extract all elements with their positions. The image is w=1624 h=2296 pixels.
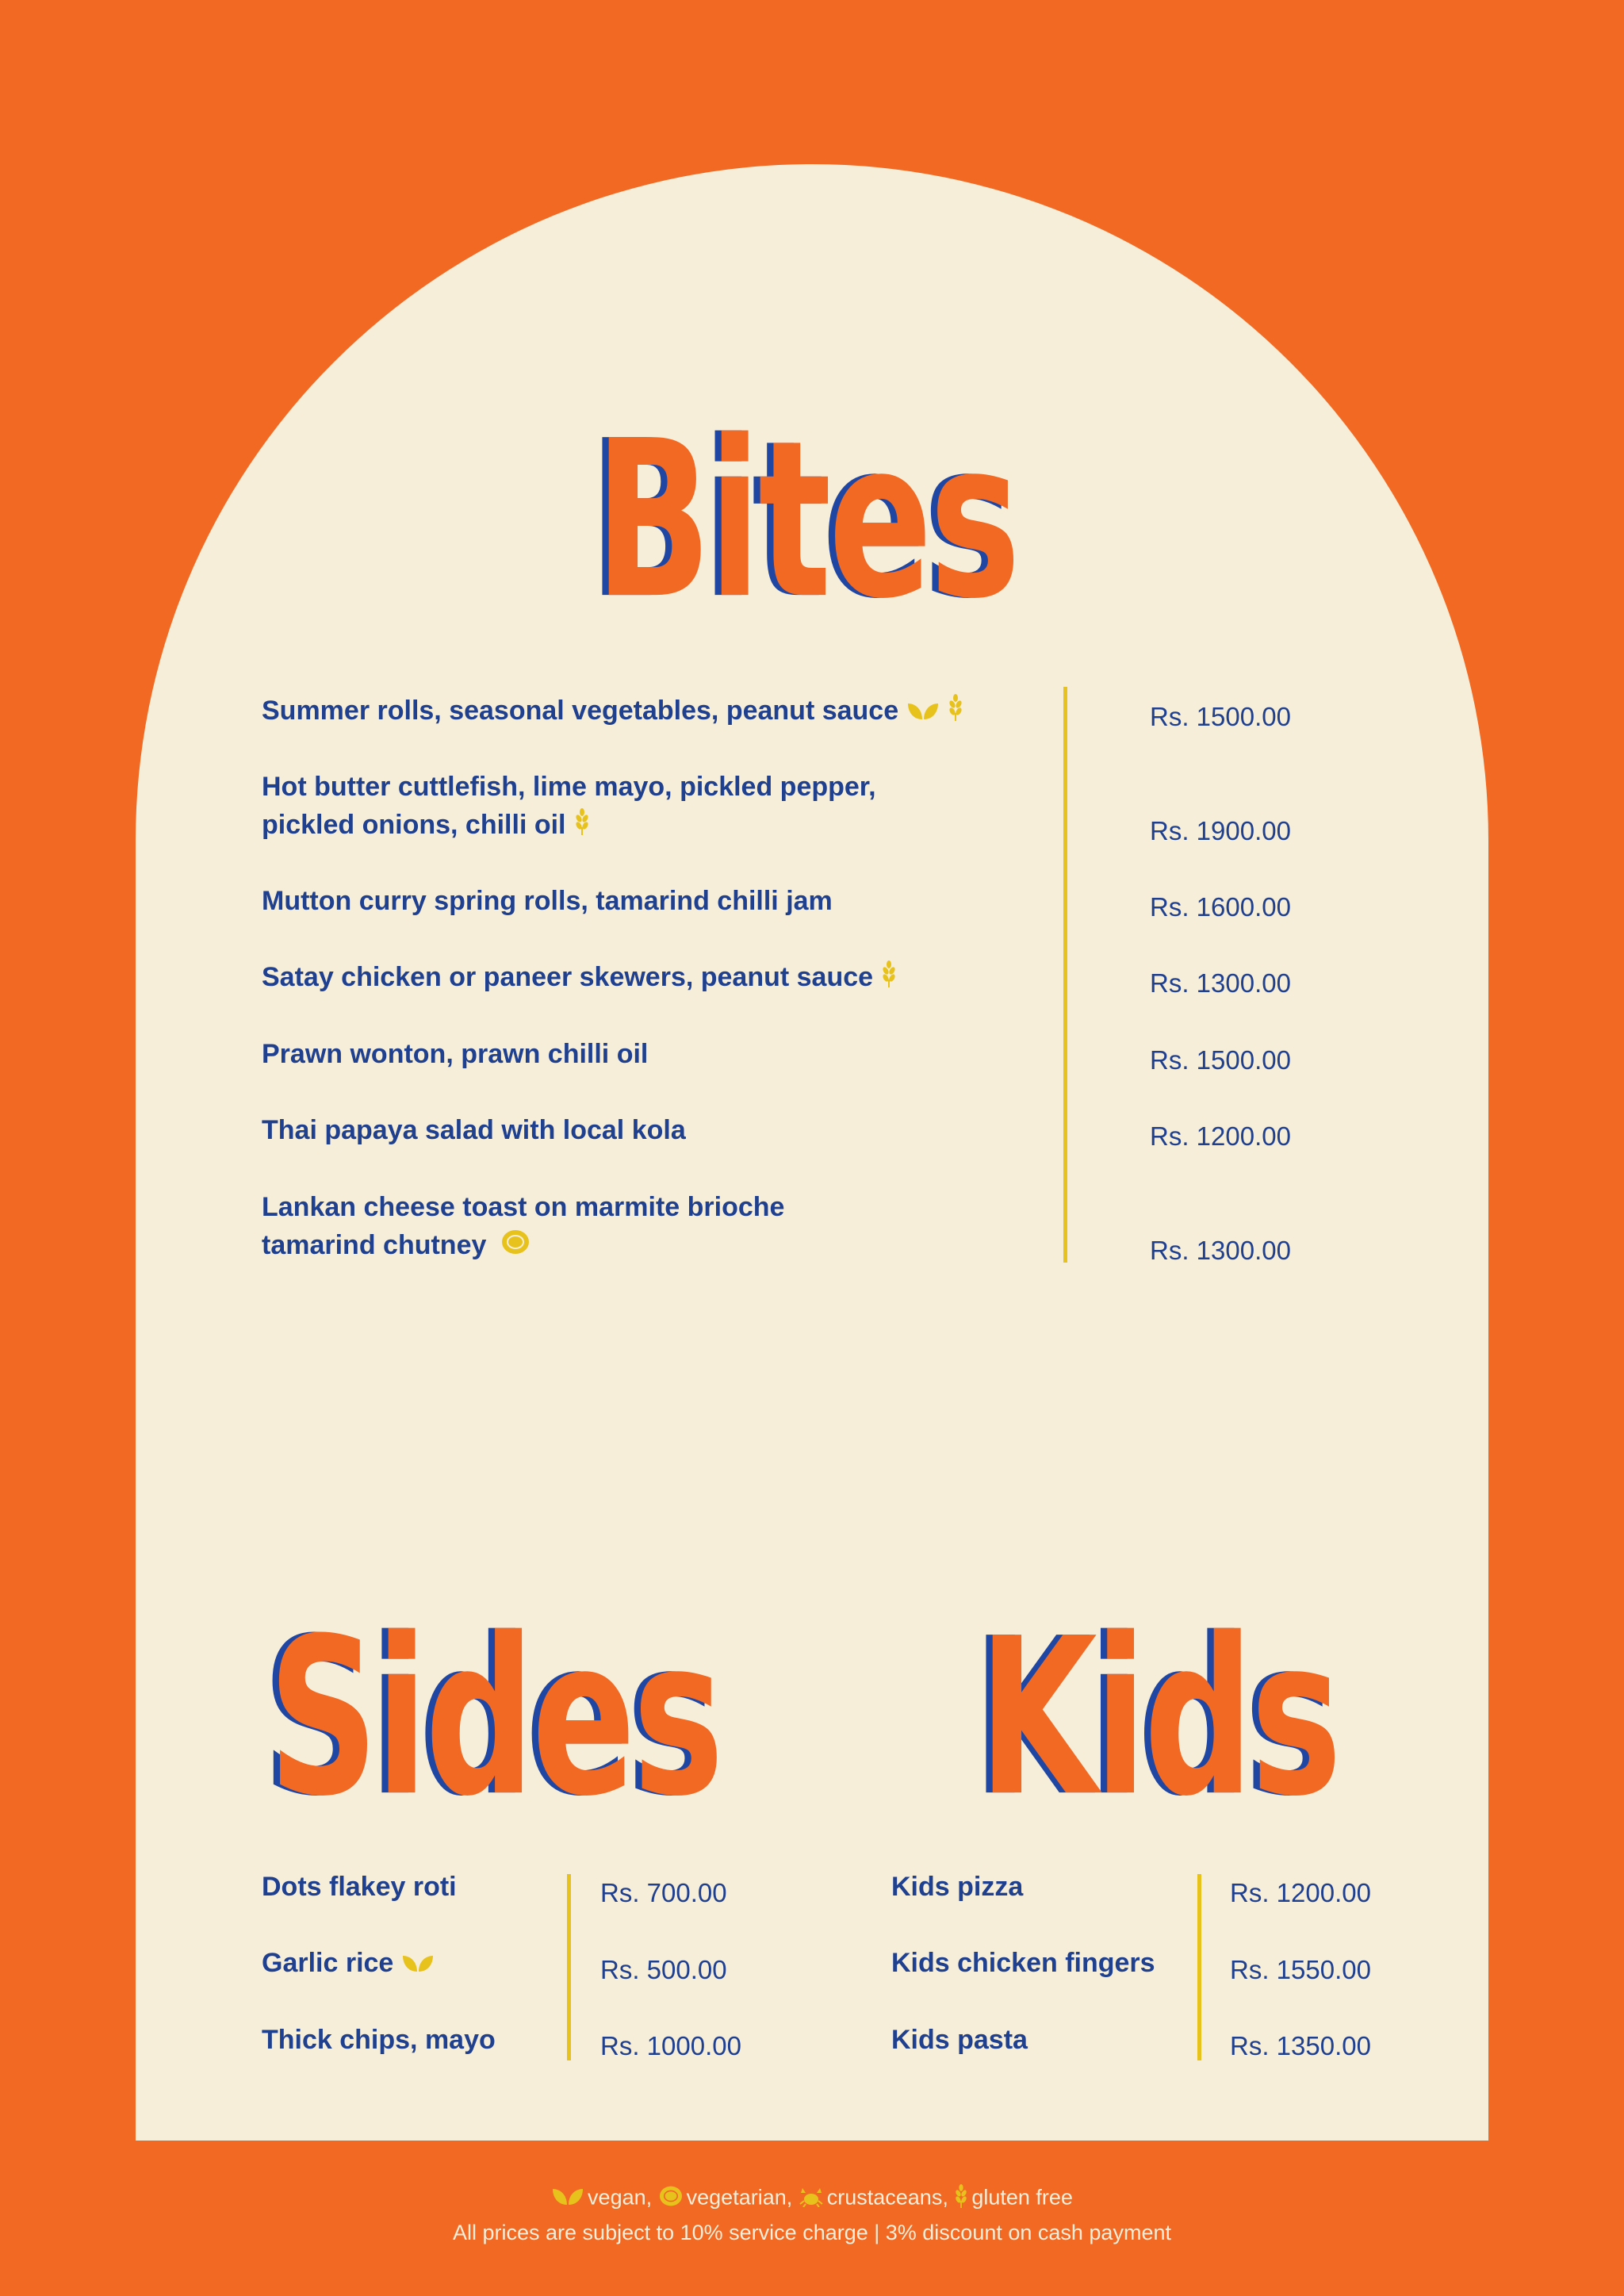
item-name: Dots flakey roti	[262, 1872, 457, 1902]
bites-price-1: Rs. 1500.00	[1150, 702, 1291, 731]
kids-item-3	[891, 2021, 1028, 2059]
bites-price-2: Rs. 1900.00	[1150, 816, 1291, 845]
bites-price-6: Rs. 1200.00	[1150, 1121, 1291, 1151]
item-name-line-2: pickled onions, chilli oil	[262, 810, 566, 840]
vegetarian-icon	[500, 1228, 530, 1266]
item-name-line-1: Lankan cheese toast on marmite brioche	[262, 1192, 785, 1222]
item-name: Kids chicken fingers	[891, 1948, 1155, 1978]
item-name: Thick chips, mayo	[262, 2025, 496, 2055]
bites-price-5: Rs. 1500.00	[1150, 1045, 1291, 1075]
bites-item-4	[262, 958, 897, 998]
legend-vegetarian: vegetarian,	[686, 2185, 793, 2210]
bites-item-6	[262, 1111, 686, 1149]
bites-price-4: Rs. 1300.00	[1150, 968, 1291, 998]
gluten-free-icon	[954, 2184, 968, 2214]
kids-item-2	[891, 1944, 1155, 1982]
kids-heading: Kids	[979, 1591, 1339, 1845]
kids-divider	[1197, 1874, 1201, 2060]
crustaceans-icon	[799, 2185, 824, 2213]
bites-item-5	[262, 1035, 648, 1073]
item-name: Mutton curry spring rolls, tamarind chilli jam	[262, 886, 833, 916]
bites-price-3: Rs. 1600.00	[1150, 892, 1291, 922]
sides-item-3	[262, 2021, 496, 2059]
gluten-free-icon	[881, 960, 897, 998]
sides-price-2: Rs. 500.00	[600, 1955, 727, 1984]
kids-price-3: Rs. 1350.00	[1230, 2031, 1371, 2060]
item-name-line-2: tamarind chutney	[262, 1230, 487, 1260]
bites-price-7: Rs. 1300.00	[1150, 1236, 1291, 1265]
bites-item-3	[262, 882, 833, 920]
sides-divider	[567, 1874, 571, 2060]
vegan-icon	[906, 693, 940, 731]
sides-price-3: Rs. 1000.00	[600, 2031, 741, 2060]
legend-crustaceans: crustaceans,	[826, 2185, 948, 2210]
footer-note: All prices are subject to 10% service charge | 3% discount on cash payment	[453, 2221, 1171, 2244]
item-name: Satay chicken or paneer skewers, peanut sauce	[262, 962, 874, 992]
vegetarian-icon	[658, 2185, 684, 2213]
item-name: Prawn wonton, prawn chilli oil	[262, 1039, 649, 1069]
sides-price-1: Rs. 700.00	[600, 1878, 727, 1907]
gluten-free-icon	[948, 693, 963, 731]
bites-divider	[1063, 687, 1067, 1263]
sides-heading: Sides	[268, 1591, 722, 1845]
item-name: Summer rolls, seasonal vegetables, peanut sauce	[262, 696, 899, 726]
vegan-icon	[401, 1945, 435, 1984]
legend-gluten-free: gluten free	[971, 2185, 1073, 2210]
footer-legend	[0, 2184, 1624, 2214]
vegan-icon	[551, 2186, 584, 2212]
bites-heading: Bites	[595, 393, 1018, 647]
sides-item-2	[262, 1944, 435, 1984]
item-name: Thai papaya salad with local kola	[262, 1115, 686, 1145]
kids-price-2: Rs. 1550.00	[1230, 1955, 1371, 1984]
item-name-line-1: Hot butter cuttlefish, lime mayo, pickled pepper,	[262, 772, 876, 802]
item-name: Garlic rice	[262, 1948, 394, 1978]
bites-item-2	[262, 768, 876, 845]
sides-item-1	[262, 1868, 457, 1906]
legend-vegan: vegan,	[588, 2185, 653, 2210]
item-name: Kids pizza	[891, 1872, 1024, 1902]
item-name: Kids pasta	[891, 2025, 1028, 2055]
gluten-free-icon	[574, 807, 590, 845]
kids-item-1	[891, 1868, 1023, 1906]
bites-item-7	[262, 1188, 784, 1266]
bites-item-1	[262, 692, 963, 731]
kids-price-1: Rs. 1200.00	[1230, 1878, 1371, 1907]
